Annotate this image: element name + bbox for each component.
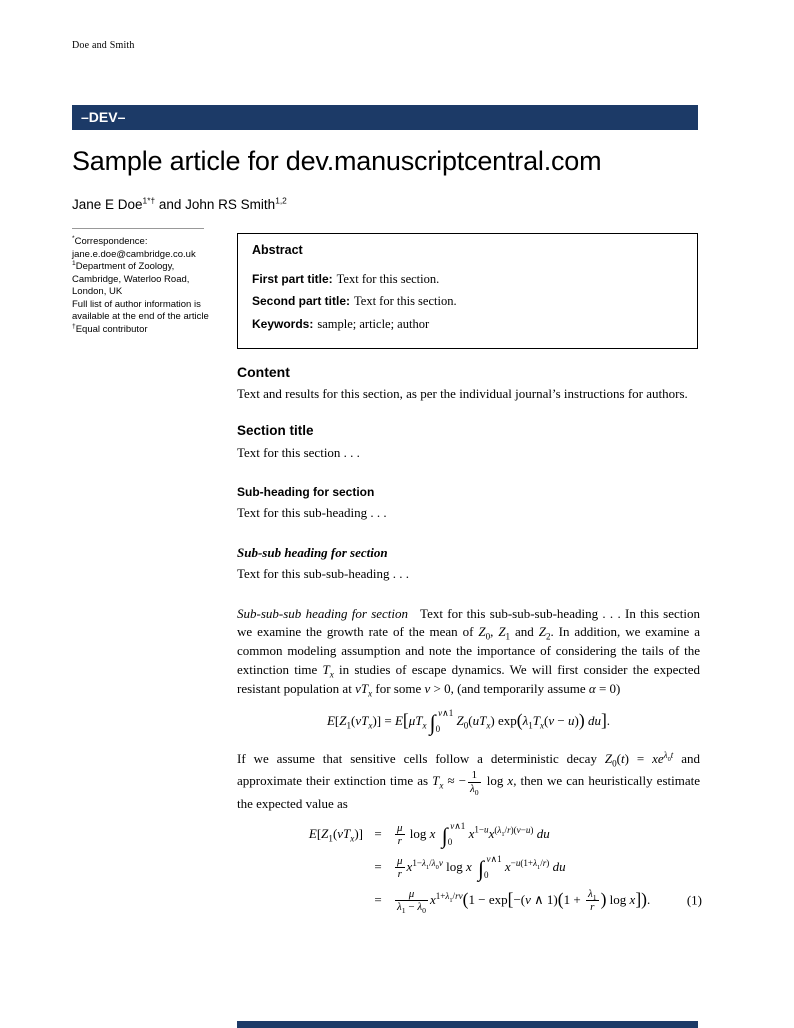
subsubsection-paragraph: Text for this sub-sub-heading . . . [237,565,410,581]
equation-rhs: $\frac{\mu}{\lambda_1 - \lambda_0}$ $x^{1+\lambda_1/rv}(1 - \exp[-(v$ ∧ 1)(1 + $\frac{\lambda_1}{r}$ ) log x]). [397,888,651,916]
abstract-item-keywords [252,313,683,335]
authors-line: Jane E Doe$^{1*\dagger}$ and John RS Smith$^{1,2}$ [72,195,287,212]
subsubsection-heading: Sub-sub heading for section [237,544,388,560]
abstract-box [237,233,698,349]
equation-relation: = [374,826,382,842]
abstract-item-label: Second part title: [252,294,351,309]
abstract-item-label: Keywords: [252,316,314,331]
abstract-item-text: Text for this section. [336,272,440,286]
equation-lhs: $E[Z_1(vT_x)]$ [308,826,363,844]
abstract-item-second-part [252,290,683,312]
abstract-item-label: First part title: [252,272,333,286]
dev-banner: –DEV– [72,105,698,130]
abstract-heading: Abstract [252,243,303,257]
body-paragraph-2: If we assume that sensitive cells follow a deterministic decay $Z_0(t) = xe^{\lambda_0t}$ and approximate their extinction time as $T_x$ ≈ − $\frac{1}{\lambda_0}$ log x, then we can heuristically estimate the expected value as [237,749,700,811]
equation-row [259,855,700,881]
aligned-equation-block [237,822,700,914]
equal-contributor-note: †Equal contributor [72,322,148,335]
correspondence-sidebar [72,236,214,336]
main-content [237,362,700,921]
equation-row [259,822,700,848]
equation-row [259,888,700,914]
author-info-note: Full list of author information is available at the end of the article [72,298,209,323]
footnote-rule [72,228,204,229]
abstract-item-first-part [252,268,683,290]
paragraph-runin-heading: Sub-sub-sub heading for section [237,605,409,621]
correspondence-label: *Correspondence: [72,234,148,247]
content-paragraph: Text and results for this section, as per the individual journal’s instructions for authors. [237,386,688,402]
display-equation: $E[Z_1(vT_x)] = E[\mu T_x$ $\int_0^{v\wedge 1}$ $Z_0(uT_x) \exp(\lambda_1T_x(v - u))$ du]. [326,708,611,736]
body-paragraph [237,605,700,700]
abstract-item-text: sample; article; author [317,316,430,331]
section-paragraph: Text for this section . . . [237,445,360,461]
affiliation: $^1$Department of Zoology, Cambridge, Waterloo Road, London, UK [72,259,190,298]
section-heading: Section title [237,423,314,439]
subsection-heading: Sub-heading for section [237,485,375,500]
abstract-item-text: Text for this section. [354,294,457,309]
correspondence-email: jane.e.doe@cambridge.co.uk [72,248,196,260]
equation-relation: = [374,859,382,875]
subsection-paragraph: Text for this sub-heading . . . [237,504,387,520]
equation-number: (1) [686,892,702,908]
equation-relation: = [374,892,382,908]
content-heading: Content [237,364,290,380]
equation-rhs: $\frac{\mu}{r}$ log x $\int_0^{v\wedge 1}$ $x^{1-u}x^{(\lambda_1/r)(v-u)}$ du [397,820,550,848]
equation-rhs: $\frac{\mu}{r}$ $x^{1-\lambda_1/\lambda_0v}$ log x $\int_0^{v\wedge 1}$ $x^{-u(1+\lambda_1/r)}$ du [397,853,566,881]
paragraph-text: Text for this sub-sub-sub-heading . . . In this section we examine the growth rate of the mean of $Z_0$, $Z_1$ and $Z_2$. In addition, we examine a common modeling assumption and note the importance of considering the tails of the extinction time $T_x$ in studies of escape dynamics. We will first consider the expected resistant population at $vT_x$ for some v > 0, (and temporarily assume α = 0) [237,605,701,699]
running-header: Doe and Smith [72,40,135,51]
footer-bar [237,1021,698,1028]
article-title: Sample article for dev.manuscriptcentral.com [72,146,602,176]
